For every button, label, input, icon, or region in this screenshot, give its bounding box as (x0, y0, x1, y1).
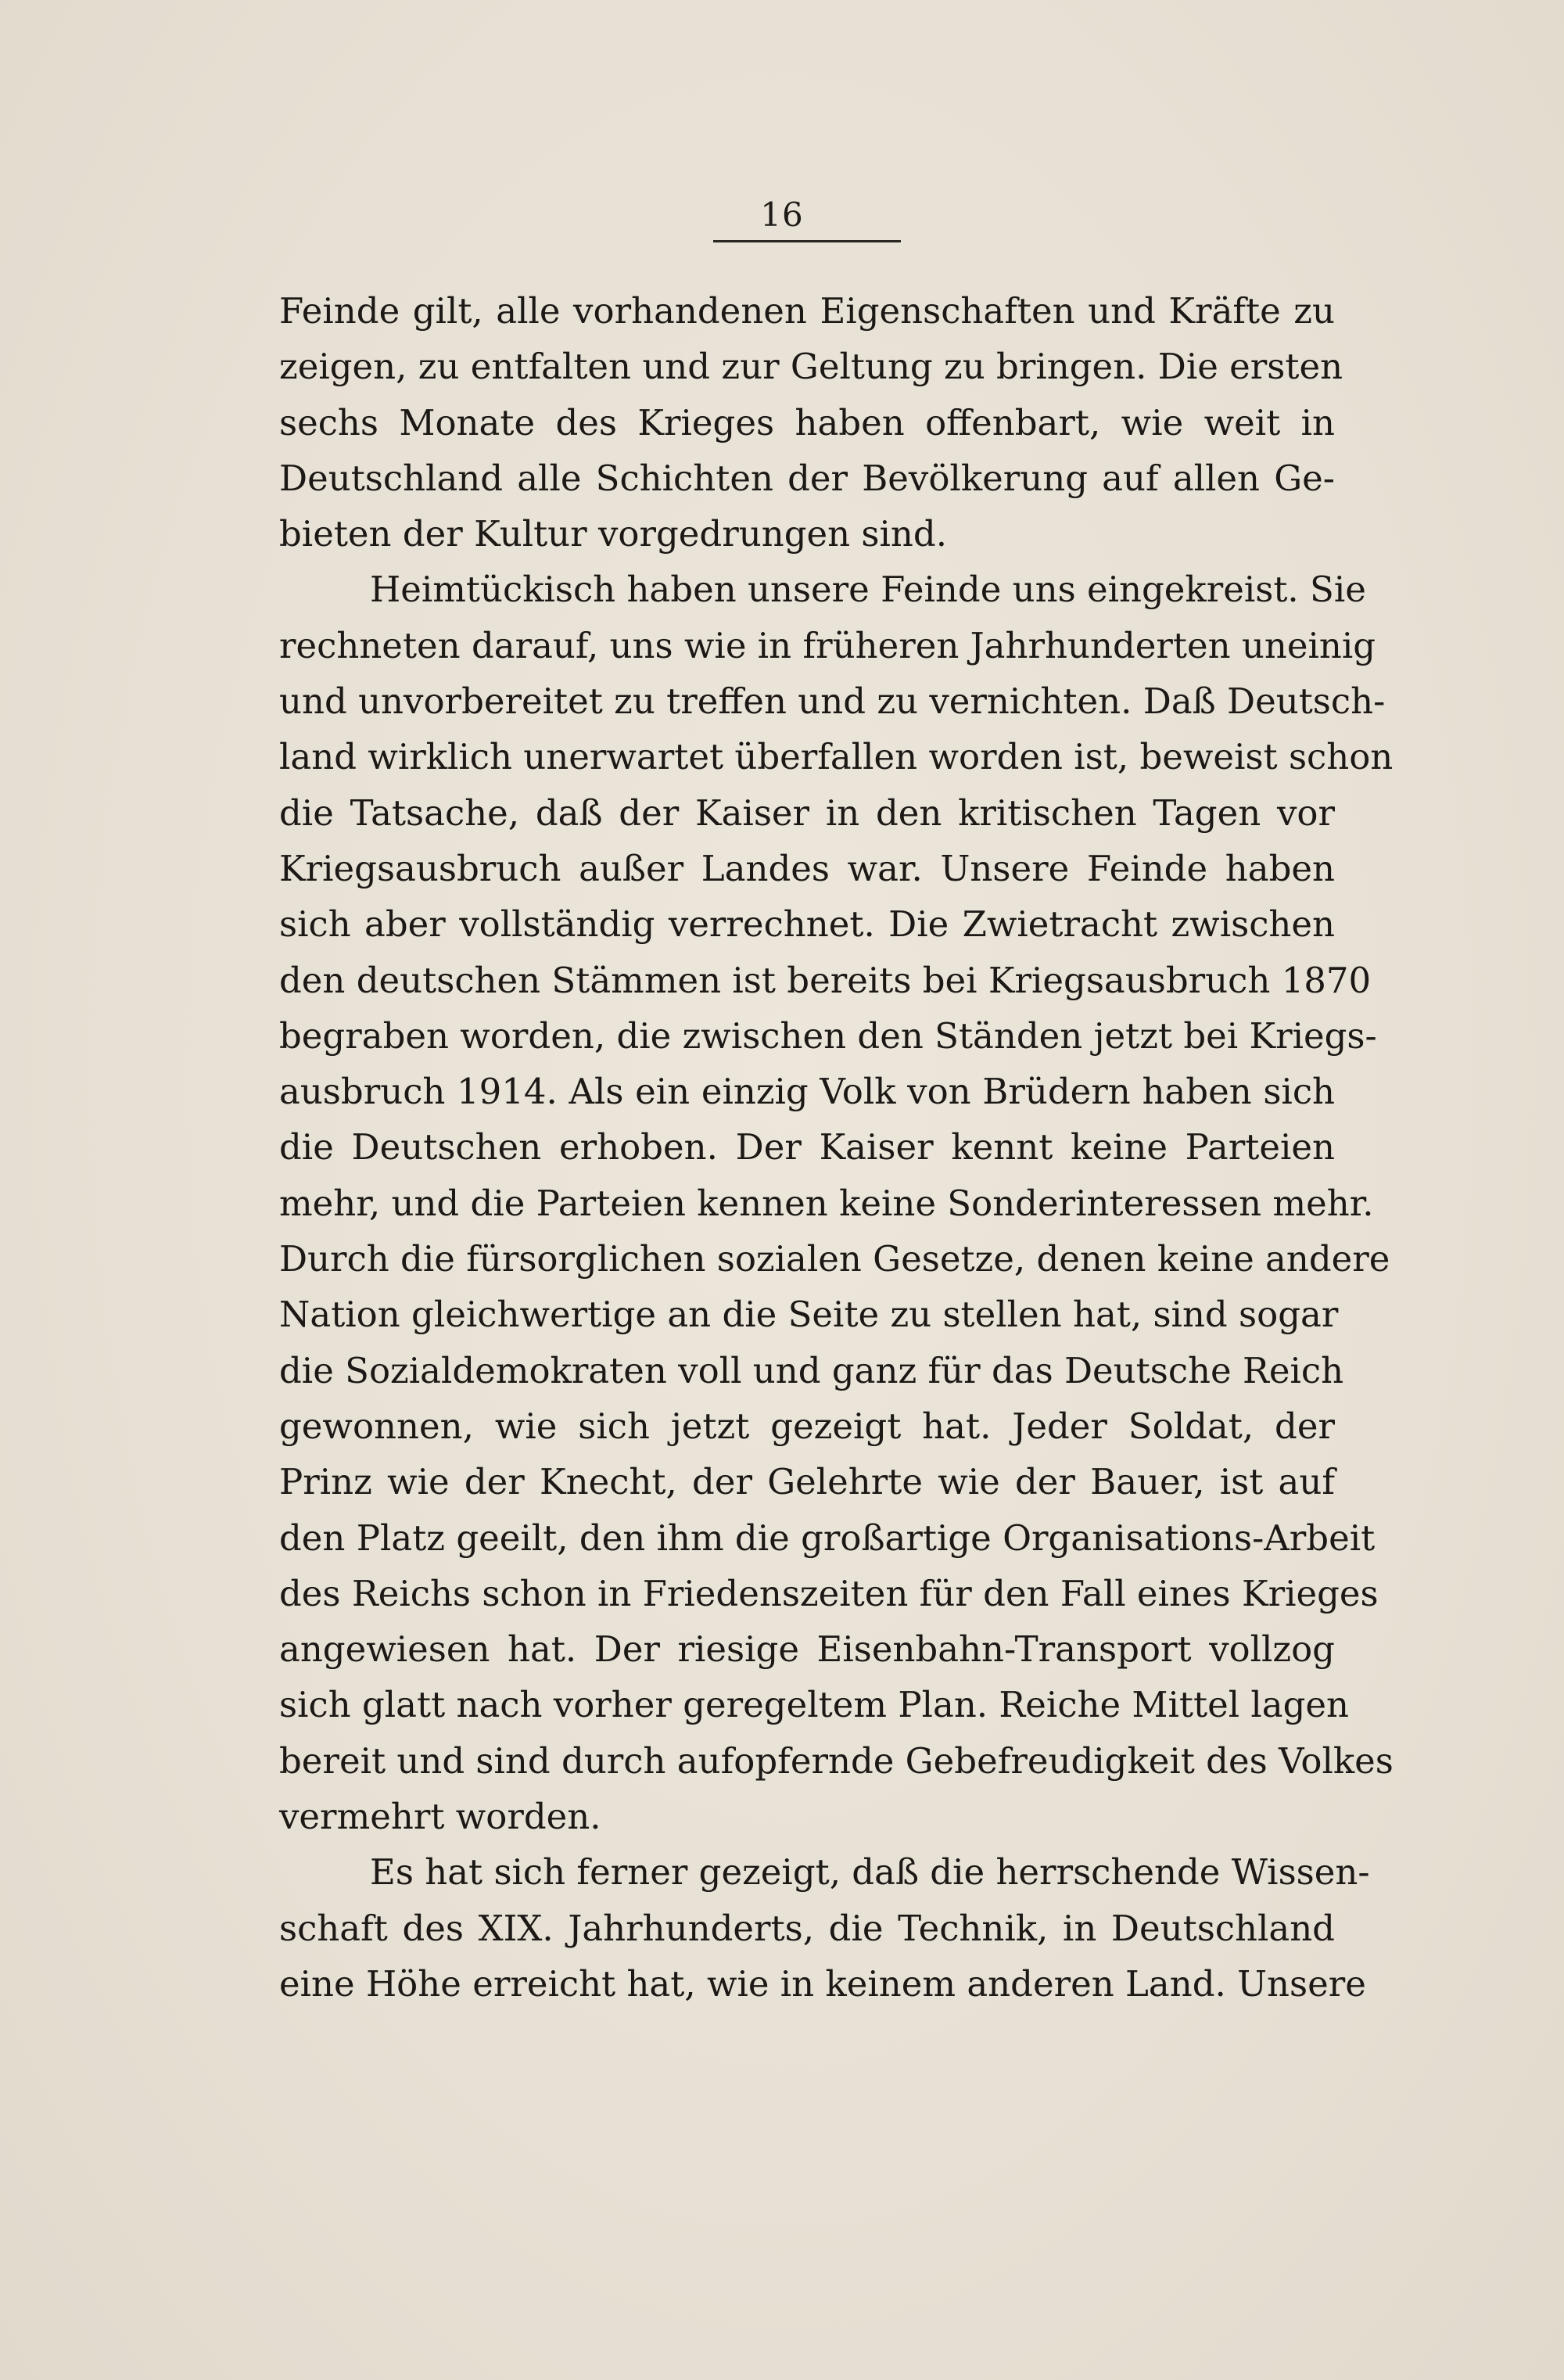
text-line: mehr, und die Parteien kennen keine Sonderinteressen mehr. (279, 1182, 1374, 1224)
text-line: land wirklich unerwartet überfallen worden ist, beweist schon (279, 736, 1394, 778)
text-line: sich aber vollständig verrechnet. Die Zwietracht zwischen (279, 903, 1335, 946)
text-line: Kriegsausbruch außer Landes war. Unsere Feinde haben (279, 847, 1335, 889)
text-line: sich glatt nach vorher geregeltem Plan. Reiche Mittel lagen (279, 1684, 1350, 1726)
text-line: bieten der Kultur vorgedrungen sind. (279, 513, 948, 555)
text-line: den deutschen Stämmen ist bereits bei Kriegsausbruch 1870 (279, 959, 1372, 1001)
text-line: begraben worden, die zwischen den Ständen jetzt bei Kriegs- (279, 1014, 1377, 1057)
text-line: gewonnen, wie sich jetzt gezeigt hat. Jeder Soldat, der (279, 1405, 1335, 1447)
paragraph (279, 283, 1343, 562)
text-line: Feinde gilt, alle vorhandenen Eigenschaften und Kräfte zu (279, 290, 1335, 332)
text-line: sechs Monate des Krieges haben offenbart, wie weit in (279, 401, 1335, 443)
text-line: schaft des XIX. Jahrhunderts, die Technik, in Deutschland (279, 1907, 1335, 1949)
text-line: Prinz wie der Knecht, der Gelehrte wie der Bauer, ist auf (279, 1461, 1335, 1503)
text-line: vermehrt worden. (279, 1796, 601, 1838)
text-line: des Reichs schon in Friedenszeiten für den Fall eines Krieges (279, 1572, 1379, 1614)
text-line: eine Höhe erreicht hat, wie in keinem anderen Land. Unsere (279, 1962, 1366, 2005)
header-rule (713, 240, 901, 242)
text-line: und unvorbereitet zu treffen und zu vernichten. Daß Deutsch- (279, 680, 1386, 723)
page-header (0, 196, 1564, 234)
text-line: Nation gleichwertige an die Seite zu stellen hat, sind sogar (279, 1294, 1339, 1336)
text-line: rechneten darauf, uns wie in früheren Jahrhunderten uneinig (279, 624, 1376, 666)
text-line: Es hat sich ferner gezeigt, daß die herrschende Wissen- (370, 1851, 1370, 1894)
text-line: ausbruch 1914. Als ein einzig Volk von Brüdern haben sich (279, 1071, 1335, 1113)
text-line: Deutschland alle Schichten der Bevölkerung auf allen Ge- (279, 457, 1335, 499)
text-line: bereit und sind durch aufopfernde Gebefreudigkeit des Volkes (279, 1739, 1394, 1782)
text-line: die Tatsache, daß der Kaiser in den kritischen Tagen vor (279, 792, 1335, 834)
text-line: die Sozialdemokraten voll und ganz für das Deutsche Reich (279, 1349, 1344, 1391)
text-line: die Deutschen erhoben. Der Kaiser kennt keine Parteien (279, 1126, 1335, 1168)
text-line: den Platz geeilt, den ihm die großartige Organisations-Arbeit (279, 1517, 1376, 1559)
text-line: zeigen, zu entfalten und zur Geltung zu bringen. Die ersten (279, 346, 1343, 388)
text-line: Durch die fürsorglichen sozialen Gesetze, denen keine andere (279, 1238, 1390, 1280)
text-line: angewiesen hat. Der riesige Eisenbahn-Transport vollzog (279, 1628, 1335, 1671)
paragraph (279, 1844, 1370, 2012)
body-text (279, 283, 1394, 2012)
paragraph (279, 562, 1394, 1844)
page-number: 16 (760, 196, 804, 234)
text-line: Heimtückisch haben unsere Feinde uns eingekreist. Sie (370, 569, 1366, 611)
